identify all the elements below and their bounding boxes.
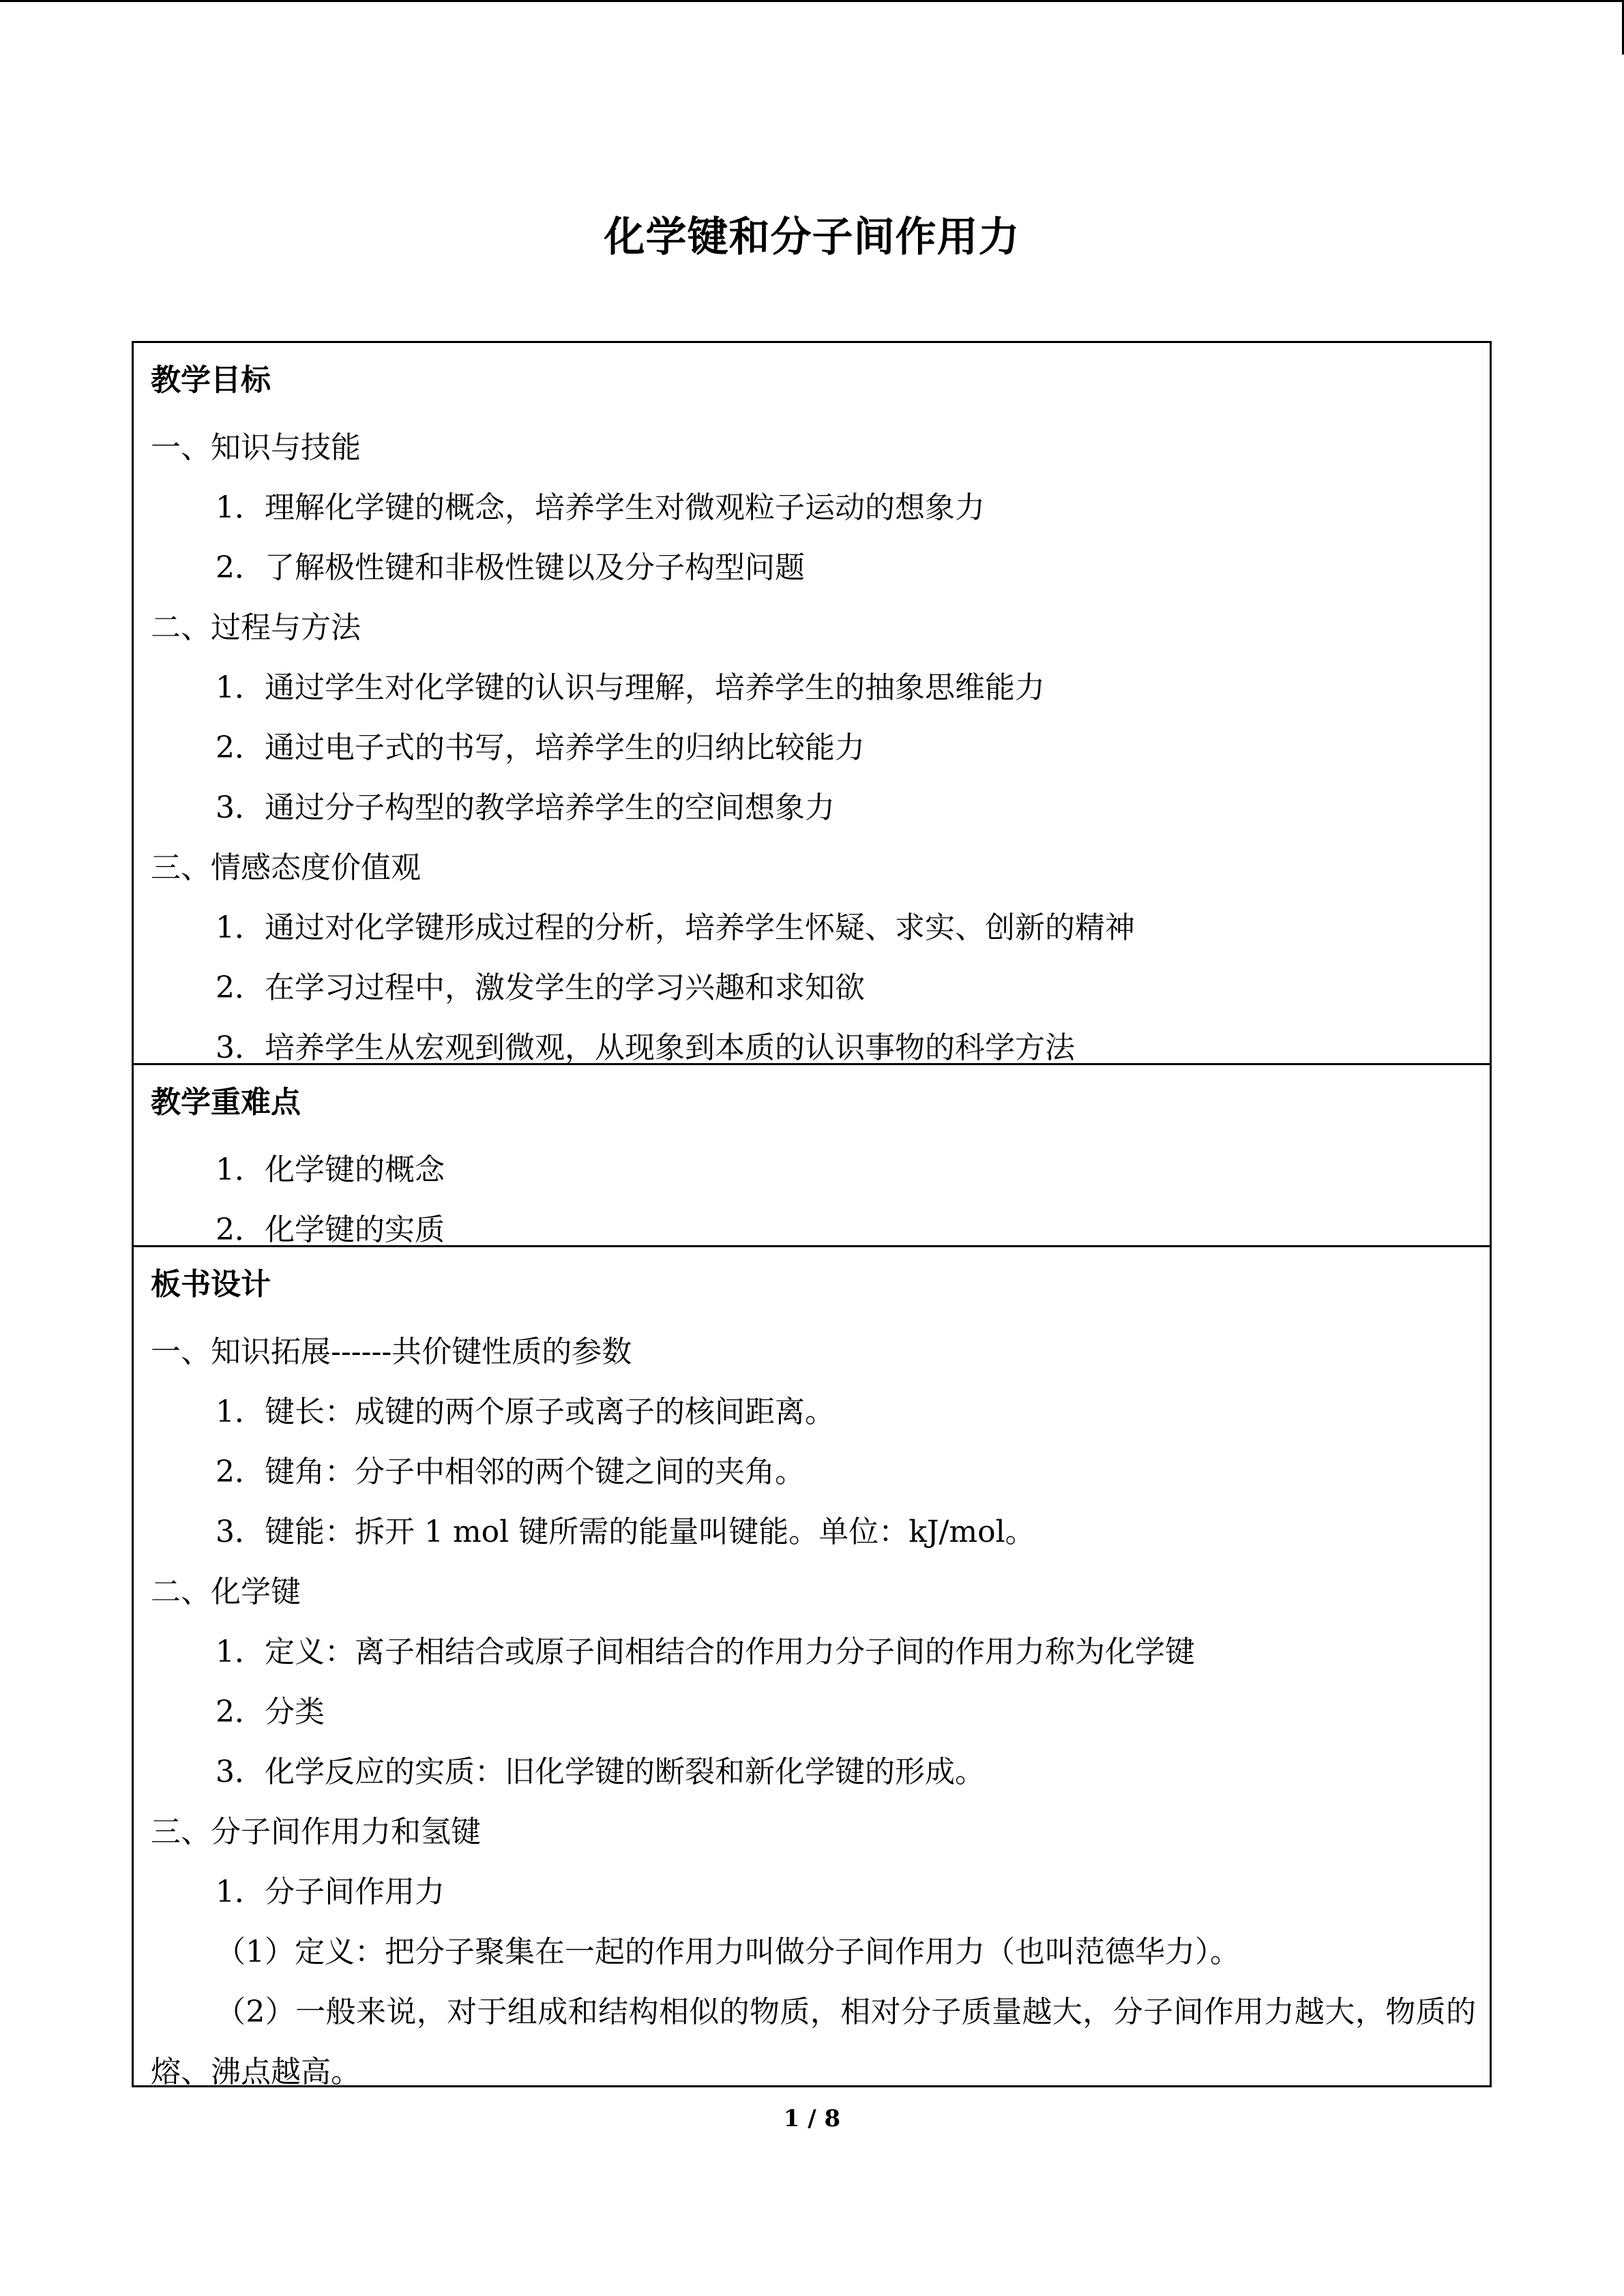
board-item: 1．分子间作用力 [216, 1875, 445, 1909]
board-item: 2．分类 [216, 1695, 325, 1729]
objective-category-knowledge: 一、知识与技能 [151, 430, 361, 465]
board-item: 3．键能：拆开 1 mol 键所需的能量叫键能。单位：kJ/mol。 [216, 1515, 1035, 1549]
top-border-line [0, 0, 1624, 2]
board-item: 3．化学反应的实质：旧化学键的断裂和新化学键的形成。 [216, 1755, 985, 1789]
board-subitem: （1）定义：把分子聚集在一起的作用力叫做分子间作用力（也叫范德华力）。 [216, 1935, 1240, 1969]
objective-item: 2．通过电子式的书写，培养学生的归纳比较能力 [216, 730, 865, 765]
document-title: 化学键和分子间作用力 [604, 213, 1020, 261]
objective-item: 1．通过学生对化学键的认识与理解，培养学生的抽象思维能力 [216, 670, 1045, 705]
section-heading-objectives: 教学目标 [151, 363, 271, 398]
key-difficult-points-section [134, 1063, 1490, 1245]
lesson-plan-table [132, 341, 1492, 2087]
teaching-objectives-section [134, 343, 1490, 1063]
objective-item: 1．理解化学键的概念，培养学生对微观粒子运动的想象力 [216, 490, 985, 525]
page-number: 1 / 8 [783, 2105, 841, 2132]
board-item: 2．键角：分子中相邻的两个键之间的夹角。 [216, 1455, 805, 1489]
objective-item: 3．培养学生从宏观到微观，从现象到本质的认识事物的科学方法 [216, 1030, 1075, 1065]
objective-item: 3．通过分子构型的教学培养学生的空间想象力 [216, 790, 835, 825]
board-category: 一、知识拓展------共价键性质的参数 [151, 1335, 632, 1369]
section-heading-keypoints: 教学重难点 [151, 1085, 301, 1120]
keypoint-item: 2．化学键的实质 [216, 1212, 445, 1247]
objective-category-process: 二、过程与方法 [151, 610, 361, 645]
objective-category-attitude: 三、情感态度价值观 [151, 850, 421, 885]
blackboard-design-section [134, 1245, 1490, 2089]
board-item: 1．键长：成键的两个原子或离子的核间距离。 [216, 1395, 835, 1429]
section-heading-board: 板书设计 [151, 1267, 271, 1302]
objective-item: 1．通过对化学键形成过程的分析，培养学生怀疑、求实、创新的精神 [216, 910, 1135, 945]
objective-item: 2．了解极性键和非极性键以及分子构型问题 [216, 550, 805, 585]
board-item: 1．定义：离子相结合或原子间相结合的作用力分子间的作用力称为化学键 [216, 1635, 1195, 1669]
board-category: 三、分子间作用力和氢键 [151, 1815, 481, 1849]
board-paragraph: （2）一般来说，对于组成和结构相似的物质，相对分子质量越大，分子间作用力越大，物质的熔、沸点越高。 [151, 1995, 1476, 2089]
board-category: 二、化学键 [151, 1575, 301, 1609]
objective-item: 2．在学习过程中，激发学生的学习兴趣和求知欲 [216, 970, 865, 1005]
keypoint-item: 1．化学键的概念 [216, 1152, 445, 1187]
